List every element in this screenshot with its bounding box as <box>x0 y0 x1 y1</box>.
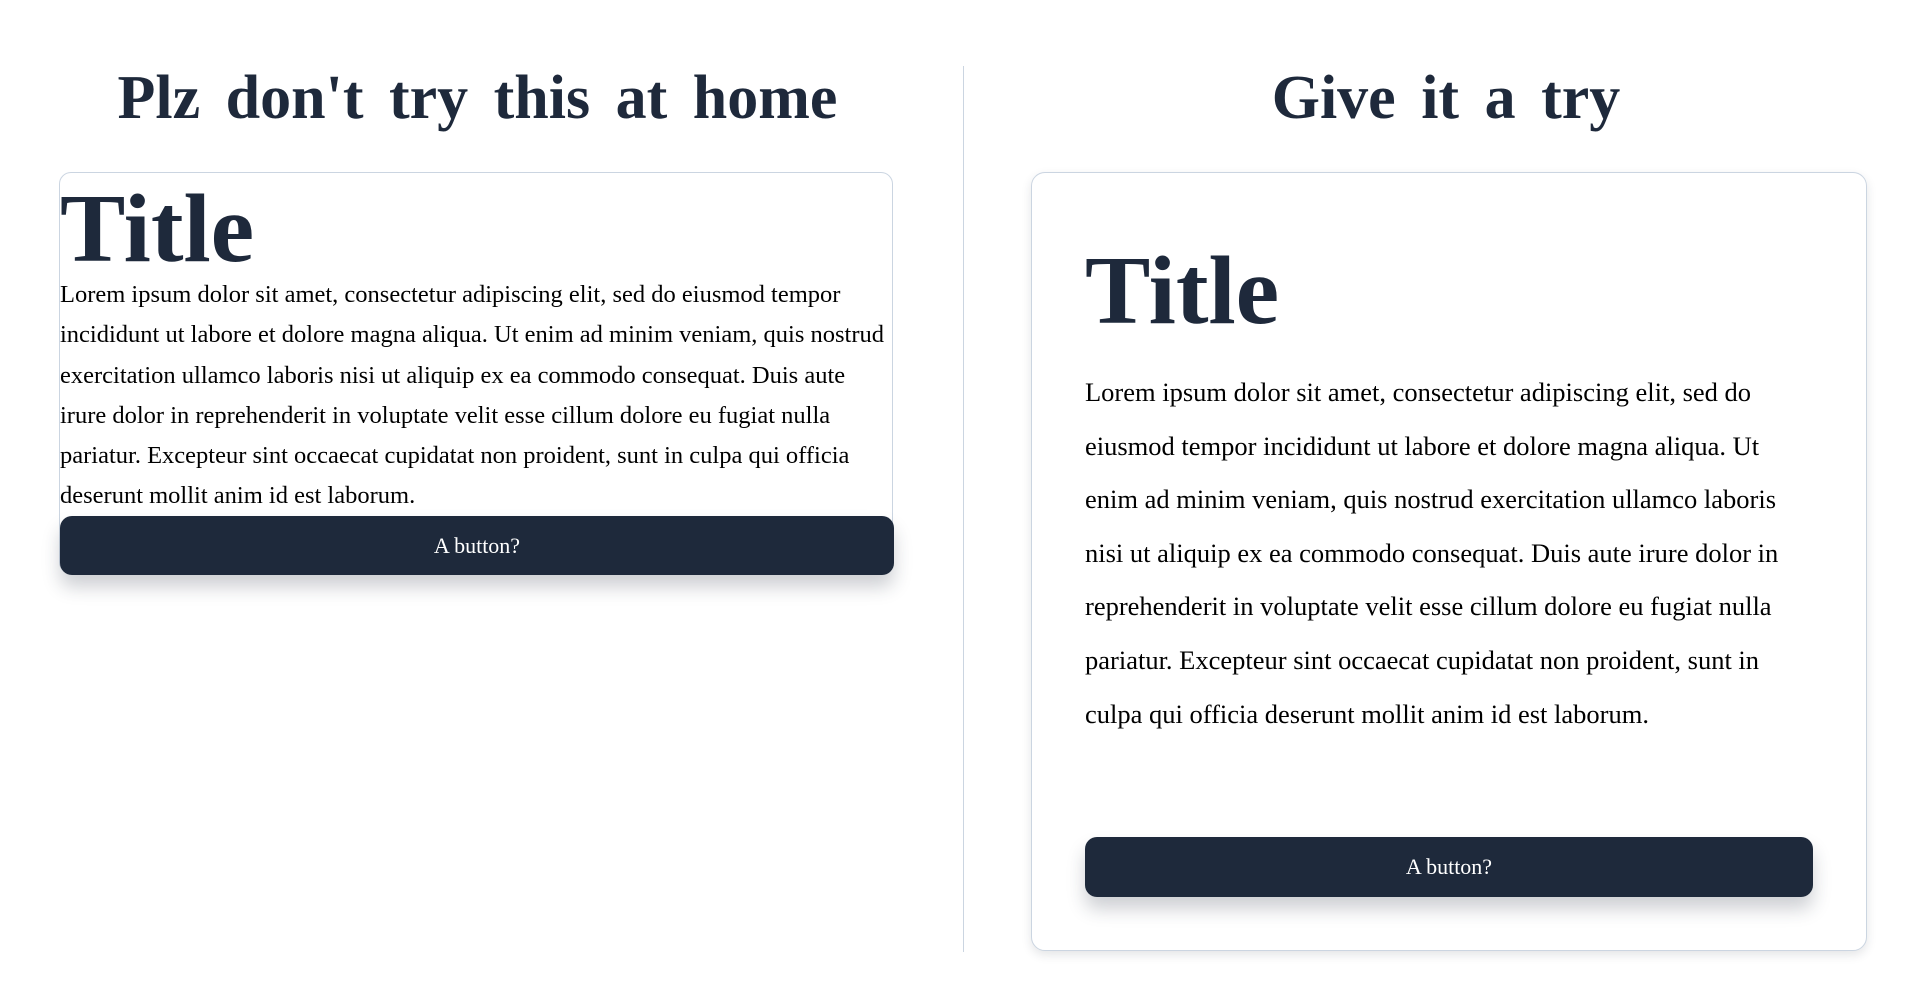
card-action-button[interactable]: A button? <box>1085 837 1813 897</box>
good-example-card <box>1031 172 1867 951</box>
card-body-text: Lorem ipsum dolor sit amet, consectetur adipiscing elit, sed do eiusmod tempor incididunt ut labore et dolore magna aliqua. Ut enim ad minim veniam, quis nostrud exercitation ullamco laboris nisi ut aliquip ex ea commodo consequat. Duis aute irure dolor in reprehenderit in voluptate velit esse cillum dolore eu fugiat nulla pariatur. Excepteur sint occaecat cupidatat non proident, sunt in culpa qui officia deserunt mollit anim id est laborum. <box>1085 377 1779 729</box>
card-title: Title <box>60 175 255 283</box>
card-title: Title <box>1085 237 1280 345</box>
bad-example-card <box>59 172 893 574</box>
right-section-heading: Give it a try <box>1271 64 1621 132</box>
card-body-text: Lorem ipsum dolor sit amet, consectetur adipiscing elit, sed do eiusmod tempor incididunt ut labore et dolore magna aliqua. Ut enim ad minim veniam, quis nostrud exercitation ullamco laboris nisi ut aliquip ex ea commodo consequat. Duis aute irure dolor in reprehenderit in voluptate velit esse cillum dolore eu fugiat nulla pariatur. Excepteur sint occaecat cupidatat non proident, sunt in culpa qui officia deserunt mollit anim id est laborum. <box>60 281 884 510</box>
column-divider <box>963 66 964 952</box>
left-section-heading: Plz don't try this at home <box>117 64 838 132</box>
card-action-button[interactable]: A button? <box>60 516 894 575</box>
